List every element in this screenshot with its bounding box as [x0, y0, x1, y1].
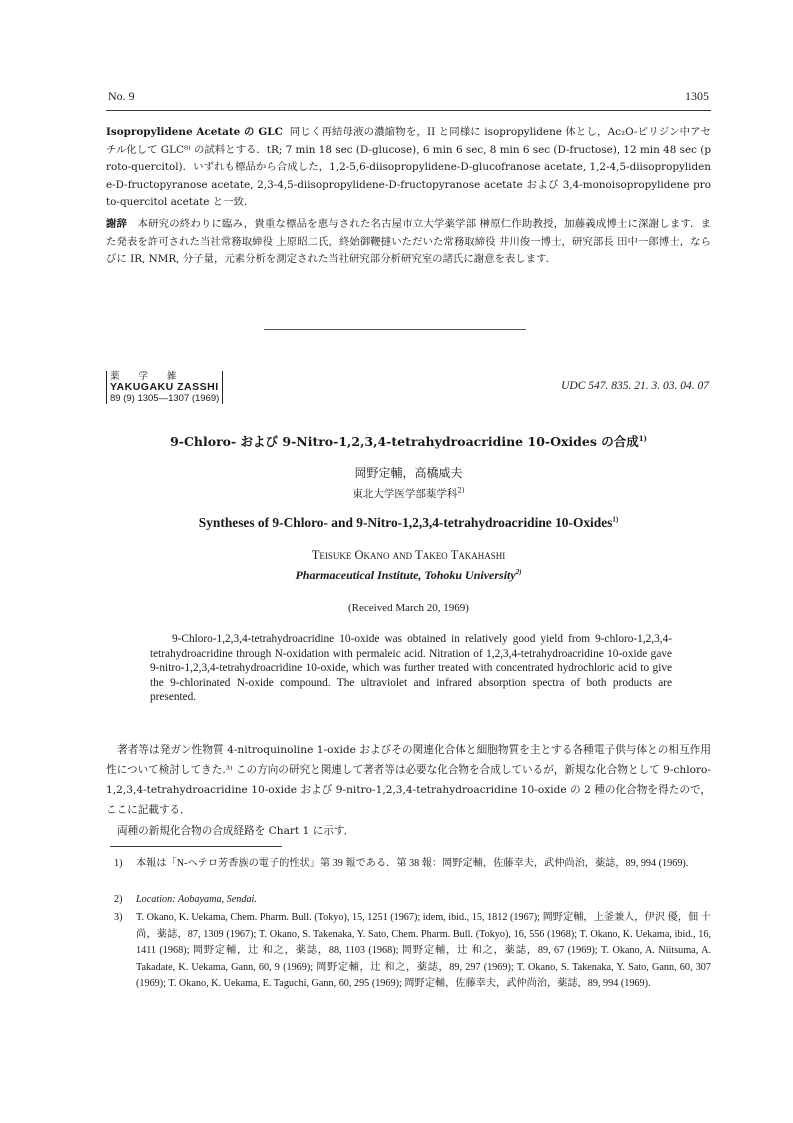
glc-paragraph [106, 124, 711, 212]
journal-name-en: YAKUGAKU ZASSHI [110, 381, 219, 393]
glc-heading: Isopropylidene Acetate の GLC [106, 126, 283, 138]
ack-heading: 謝辞 [106, 218, 128, 230]
title-ja-footnote-ref: 1) [638, 433, 647, 443]
article-title-en: Syntheses of 9-Chloro- and 9-Nitro-1,2,3,4-tetrahydroacridine 10-Oxides$^{1)}$ [198, 515, 619, 530]
footnote-2 [114, 892, 711, 909]
footnote-1 [114, 856, 711, 873]
institution-ja-footnote-ref: 2) [457, 486, 465, 495]
institution-en: Pharmaceutical Institute, Tohoku University$^{2)}$ [295, 568, 522, 582]
footnote-rule [110, 846, 282, 847]
issue-number: No. 9 [108, 89, 135, 103]
header-rule [106, 110, 711, 111]
glc-text: 同じく再結母液の濃縮物を，II と同様に isopropylidene 体とし，Ac₂O-ピリジン中アセチル化して GLC⁸⁾ の試料とする．tR; 7 min 18 sec (D-glucose), 6 min 6 sec, 8 min 6 sec (D-fructose), 12 min 48 sec (proto-quercitol)．いずれも標品から合成した，1,2-5,6-diisopropylidene-D-glucofranose acetate, 1,2-4,5-diisopropylidene-D-fructopyranose acetate, 2,3-4,5-diisopropylidene-D-fructopyranose acetate および 3,4-monoisopropylidene proto-quercitol acetate と一致． [106, 126, 712, 209]
institution-ja: 東北大学医学部薬学科$^{2)}$ [352, 486, 465, 500]
footnote-3-number: 3) [114, 912, 123, 923]
footnote-3-text: T. Okano, K. Uekama, Chem. Pharm. Bull. (Tokyo), 15, 1251 (1967); idem, ibid., 15, 1812 (1967); 岡野定輔，上釜兼人，伊沢 優，佃 十尚，薬誌，87, 1309 (1967); T. Okano, S. Takenaka, Y. Sato, Chem. Pharm. Bull. (Tokyo), 16, 556 (1968); T. Okano, K. Uekama, ibid., 16, 1411 (1968); 岡野定輔，辻 和之，薬誌，88, 1103 (1968); 岡野定輔，辻 和之，薬誌，89, 67 (1969); T. Okano, A. Niitsuma, A. Takadate, K. Uekama, Gann, 60, 9 (1969); 岡野定輔，辻 和之，薬誌，89, 297 (1969); T. Okano, S. Takenaka, Y. Sato, Gann, 60, 307 (1969); T. Okano, K. Uekama, E. Taguchi, Gann, 60, 295 (1969); 岡野定輔，佐藤幸夫，武仲尚治，薬誌，89, 994 (1969). [136, 912, 711, 989]
footnote-3 [114, 910, 711, 993]
abstract: 9-Chloro-1,2,3,4-tetrahydroacridine 10-oxide was obtained in relatively good yield from 9-chloro-1,2,3,4-tetrahydroacridine through N-oxidation with permaleic acid. Nitration of 1,2,3,4-tetrahydroacridine 10-oxide gave 9-nitro-1,2,3,4-tetrahydroacridine 10-oxide, which was further treated with concentrated hydrochloric acid to give the 9-chlorinated N-oxide compound. The ultraviolet and infrared absorption spectra of both products are presented. [150, 633, 672, 704]
institution-en-footnote-ref: 2) [515, 568, 522, 576]
journal-name-ja: 薬 学 雑 [110, 371, 177, 382]
footnote-1-text: 本報は「N-ヘテロ芳香族の電子的性状」第 39 報である．第 38 報：岡野定輔，佐藤幸夫，武仲尚治，薬誌，89, 994 (1969). [136, 858, 689, 869]
acknowledgement-paragraph [106, 216, 711, 269]
journal-volume: 89 (9) 1305―1307 (1969) [110, 393, 220, 404]
authors-en: Teisuke Okano and Takeo Takahashi [311, 548, 506, 562]
body-paragraph-1: 著者等は発ガン性物質 4-nitroquinoline 1-oxide およびその関連化合体と細胞物質を主とする各種電子供与体との相互作用性について検討してきた.³⁾ この方向の研究と関連して著者等は必要な化合物を合成しているが，新規な化合物として 9-chloro-1,2,3,4-tetrahydroacridine 10-oxide および 9-nitro-1,2,3,4-tetrahydroacridine 10-oxide の 2 種の化合物を得たので，ここに記載する． [106, 744, 711, 816]
body-paragraph-2: 両種の新規化合物の合成経路を Chart 1 に示す． [117, 825, 355, 837]
authors-ja: 岡野定輔，高橋威夫 [354, 466, 463, 480]
footnote-2-number: 2) [114, 894, 123, 905]
footnote-1-number: 1) [114, 858, 123, 869]
title-en-footnote-ref: 1) [612, 515, 619, 524]
received-date: (Received March 20, 1969) [348, 602, 469, 614]
page-number: 1305 [685, 89, 709, 103]
article-title-ja: 9-Chloro- および 9-Nitro-1,2,3,4-tetrahydroacridine 10-Oxides の合成$^{1)}$ [170, 433, 647, 449]
journal-citation-box [106, 371, 223, 404]
section-divider [264, 329, 526, 330]
udc-code: UDC 547. 835. 21. 3. 03. 04. 07 [561, 380, 709, 392]
footnote-2-text: Location: Aobayama, Sendai. [136, 894, 257, 905]
ack-text: 本研究の終わりに臨み，貴重な標品を恵与された名古屋市立大学薬学部 榊原仁作助教授，加藤義成博士に深謝します．また発表を許可された当社常務取締役 上原昭二氏，終始御鞭撻いただいた常務取締役 井川俊一博士，研究部長 田中一郎博士，ならびに IR, NMR, 分子量，元素分析を測定された当社研究部分析研究室の諸氏に謝意を表します． [106, 218, 711, 266]
